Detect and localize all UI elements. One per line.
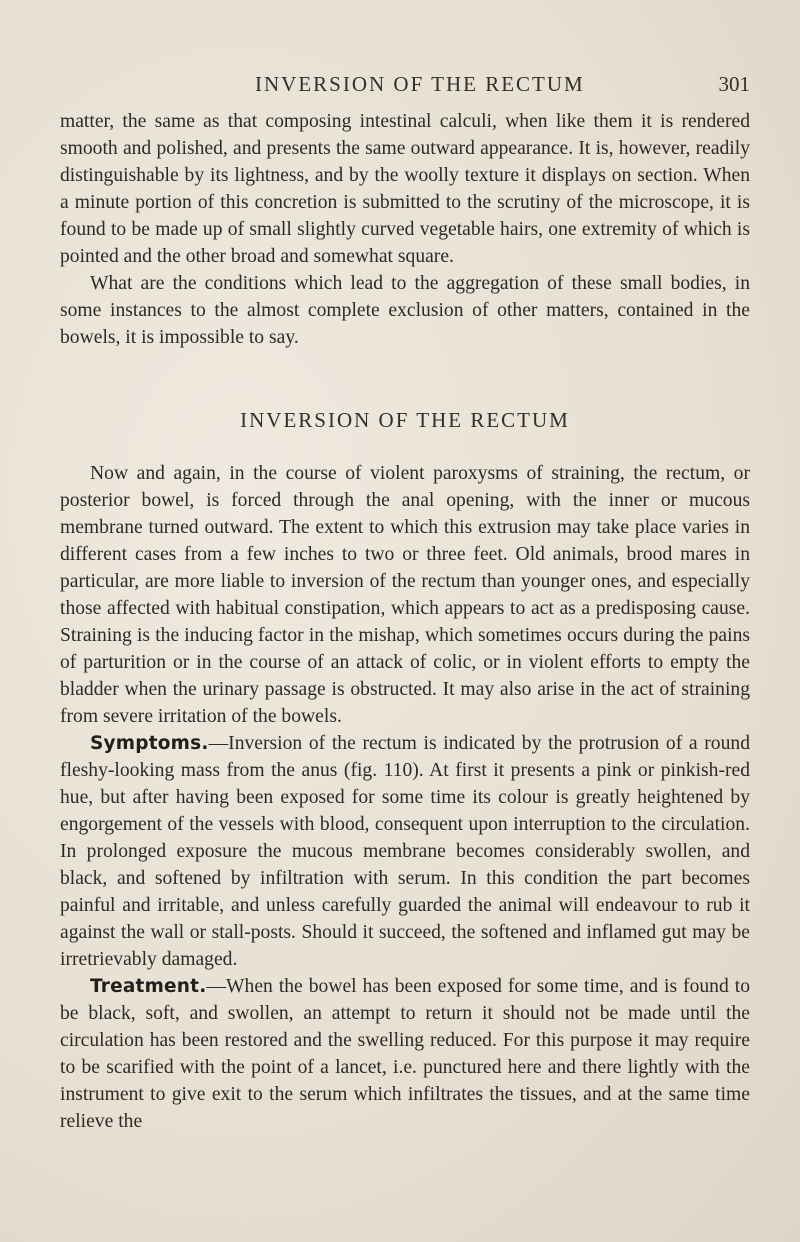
- treatment-heading: Treatment.: [90, 976, 207, 997]
- paragraph-symptoms: [60, 730, 750, 973]
- section-heading: INVERSION OF THE RECTUM: [240, 408, 570, 432]
- symptoms-text: —Inversion of the rectum is indicated by the protrusion of a round fleshy-looking mass from the anus (fig. 110). At first it presents a pink or pinkish-red hue, but after having been exposed for some time its colour is greatly heightened by engorgement of the vessels with blood, consequent upon interruption to the circulation. In prolonged exposure the mucous membrane becomes considerably swollen, and black, and softened by infiltration with serum. In this condition the part becomes painful and irritable, and unless carefully guarded the animal will endeavour to rub it against the wall or stall-posts. Should it succeed, the softened and inflamed gut may be irretrievably damaged.: [60, 733, 750, 970]
- treatment-text: —When the bowel has been exposed for some time, and is found to be black, soft, and swollen, an attempt to return it should not be made until the circulation has been restored and the swelling reduced. For this purpose it may require to be scarified with the point of a lancet, i.e. punctured here and there lightly with the instrument to give exit to the serum which infiltrates the tissues, and at the same time relieve the: [60, 976, 750, 1132]
- running-head: [60, 72, 750, 100]
- paragraph-conditions: What are the conditions which lead to the aggregation of these small bodies, in some instances to the almost complete exclusion of other matters, contained in the bowels, it is impossible to say.: [60, 273, 750, 348]
- running-title: INVERSION OF THE RECTUM: [255, 72, 585, 96]
- paragraph-continuation: matter, the same as that composing intestinal calculi, when like them it is rendered smooth and polished, and presents the same outward appearance. It is, however, readily distinguishable by its lightness, and by the woolly texture it displays on section. When a minute portion of this concretion is submitted to the scrutiny of the microscope, it is found to be made up of small slightly curved vegetable hairs, one extremity of which is pointed and the other broad and somewhat square.: [60, 111, 750, 267]
- symptoms-heading: Symptoms.: [90, 733, 209, 754]
- body-text: [60, 108, 750, 1135]
- paragraph-intro: Now and again, in the course of violent paroxysms of straining, the rectum, or posterior bowel, is forced through the anal opening, with the inner or mucous membrane turned outward. The extent to which this extrusion may take place varies in different cases from a few inches to two or three feet. Old animals, brood mares in particular, are more liable to inversion of the rectum than younger ones, and especially those affected with habitual constipation, which appears to act as a predisposing cause. Straining is the inducing factor in the mishap, which sometimes occurs during the pains of parturition or in the course of an attack of colic, or in violent efforts to empty the bladder when the urinary passage is obstructed. It may also arise in the act of straining from severe irritation of the bowels.: [60, 463, 750, 727]
- page-number: 301: [718, 72, 750, 96]
- paragraph-treatment: [60, 973, 750, 1135]
